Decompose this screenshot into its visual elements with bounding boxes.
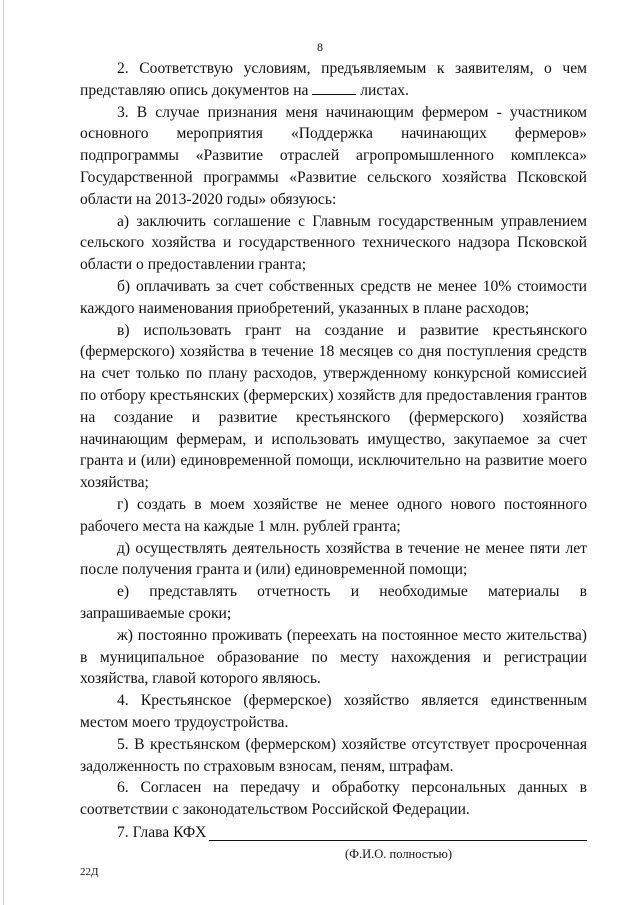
paragraph-4: 4. Крестьянское (фермерское) хозяйство является единственным местом моего трудоустройства.	[80, 692, 587, 731]
paragraph-5: 5. В крестьянском (фермерском) хозяйстве отсутствует просроченная задолженность по страховым взносам, пеням, штрафам.	[80, 735, 587, 775]
document-body	[80, 58, 587, 862]
paragraph-3zh: ж) постоянно проживать (переехать на постоянное место жительства) в муниципальное образование по месту нахождения и регистрации хозяйства, главой которого являюсь.	[80, 626, 587, 688]
paragraph-2-text: 2. Соответствую условиям, предъявляемым к заявителям, о чем представляю опись документов на	[80, 60, 587, 99]
paragraph-6: 6. Согласен на передачу и обработку персональных данных в соответствии с законодательством Российской Федерации.	[80, 779, 587, 819]
footer-code: 22Д	[80, 866, 99, 878]
paragraph-2-suffix: листах.	[356, 81, 409, 99]
paragraph-3a: а) заключить соглашение с Главным государственным управлением сельского хозяйства и государственного технического надзора Псковской области о предоставлении гранта;	[80, 212, 587, 274]
signature-label: 7. Глава КФХ	[117, 823, 207, 841]
page-number: 8	[317, 40, 323, 54]
paragraph-3d: д) осуществлять деятельность хозяйства в течение не менее пяти лет после получения гранта и (или) единовременной помощи;	[80, 539, 587, 579]
paragraph-3v: в) использовать грант на создание и развитие крестьянского (фермерского) хозяйства в течение 18 месяцев со дня поступления средств на счет только по плану расходов, утвержденному конкурсной комиссией по отбору крестьянских (фермерских) хозяйств для предоставления грантов на создание и развитие крестьянского (фермерского) хозяйства начинающим фермерам, и использовать имущество, закупаемое за счет гранта и (или) единовременной помощи, исключительно на развитие моего хозяйства;	[80, 321, 587, 492]
paragraph-3e: е) представлять отчетность и необходимые материалы в запрашиваемые сроки;	[80, 583, 587, 622]
paragraph-3: 3. В случае признания меня начинающим фермером - участником основного мероприятия «Поддержка начинающих фермеров» подпрограммы «Развитие отраслей агропромышленного комплекса» Государственной программы «Развитие сельского хозяйства Псковской области на 2013-2020 годы» обязуюсь:	[80, 103, 587, 208]
signature-caption: (Ф.И.О. полностью)	[344, 846, 453, 861]
page-count-blank	[312, 80, 356, 95]
paragraph-3b: б) оплачивать за счет собственных средств не менее 10% стоимости каждого наименования приобретений, указанных в плане расходов;	[80, 277, 587, 317]
signature-line	[209, 823, 587, 841]
signature-row	[80, 822, 587, 844]
paragraph-2	[80, 58, 587, 102]
scan-edge	[3, 0, 4, 905]
paragraph-3g: г) создать в моем хозяйстве не менее одного нового постоянного рабочего места на каждые 1 млн. рублей гранта;	[80, 495, 587, 535]
